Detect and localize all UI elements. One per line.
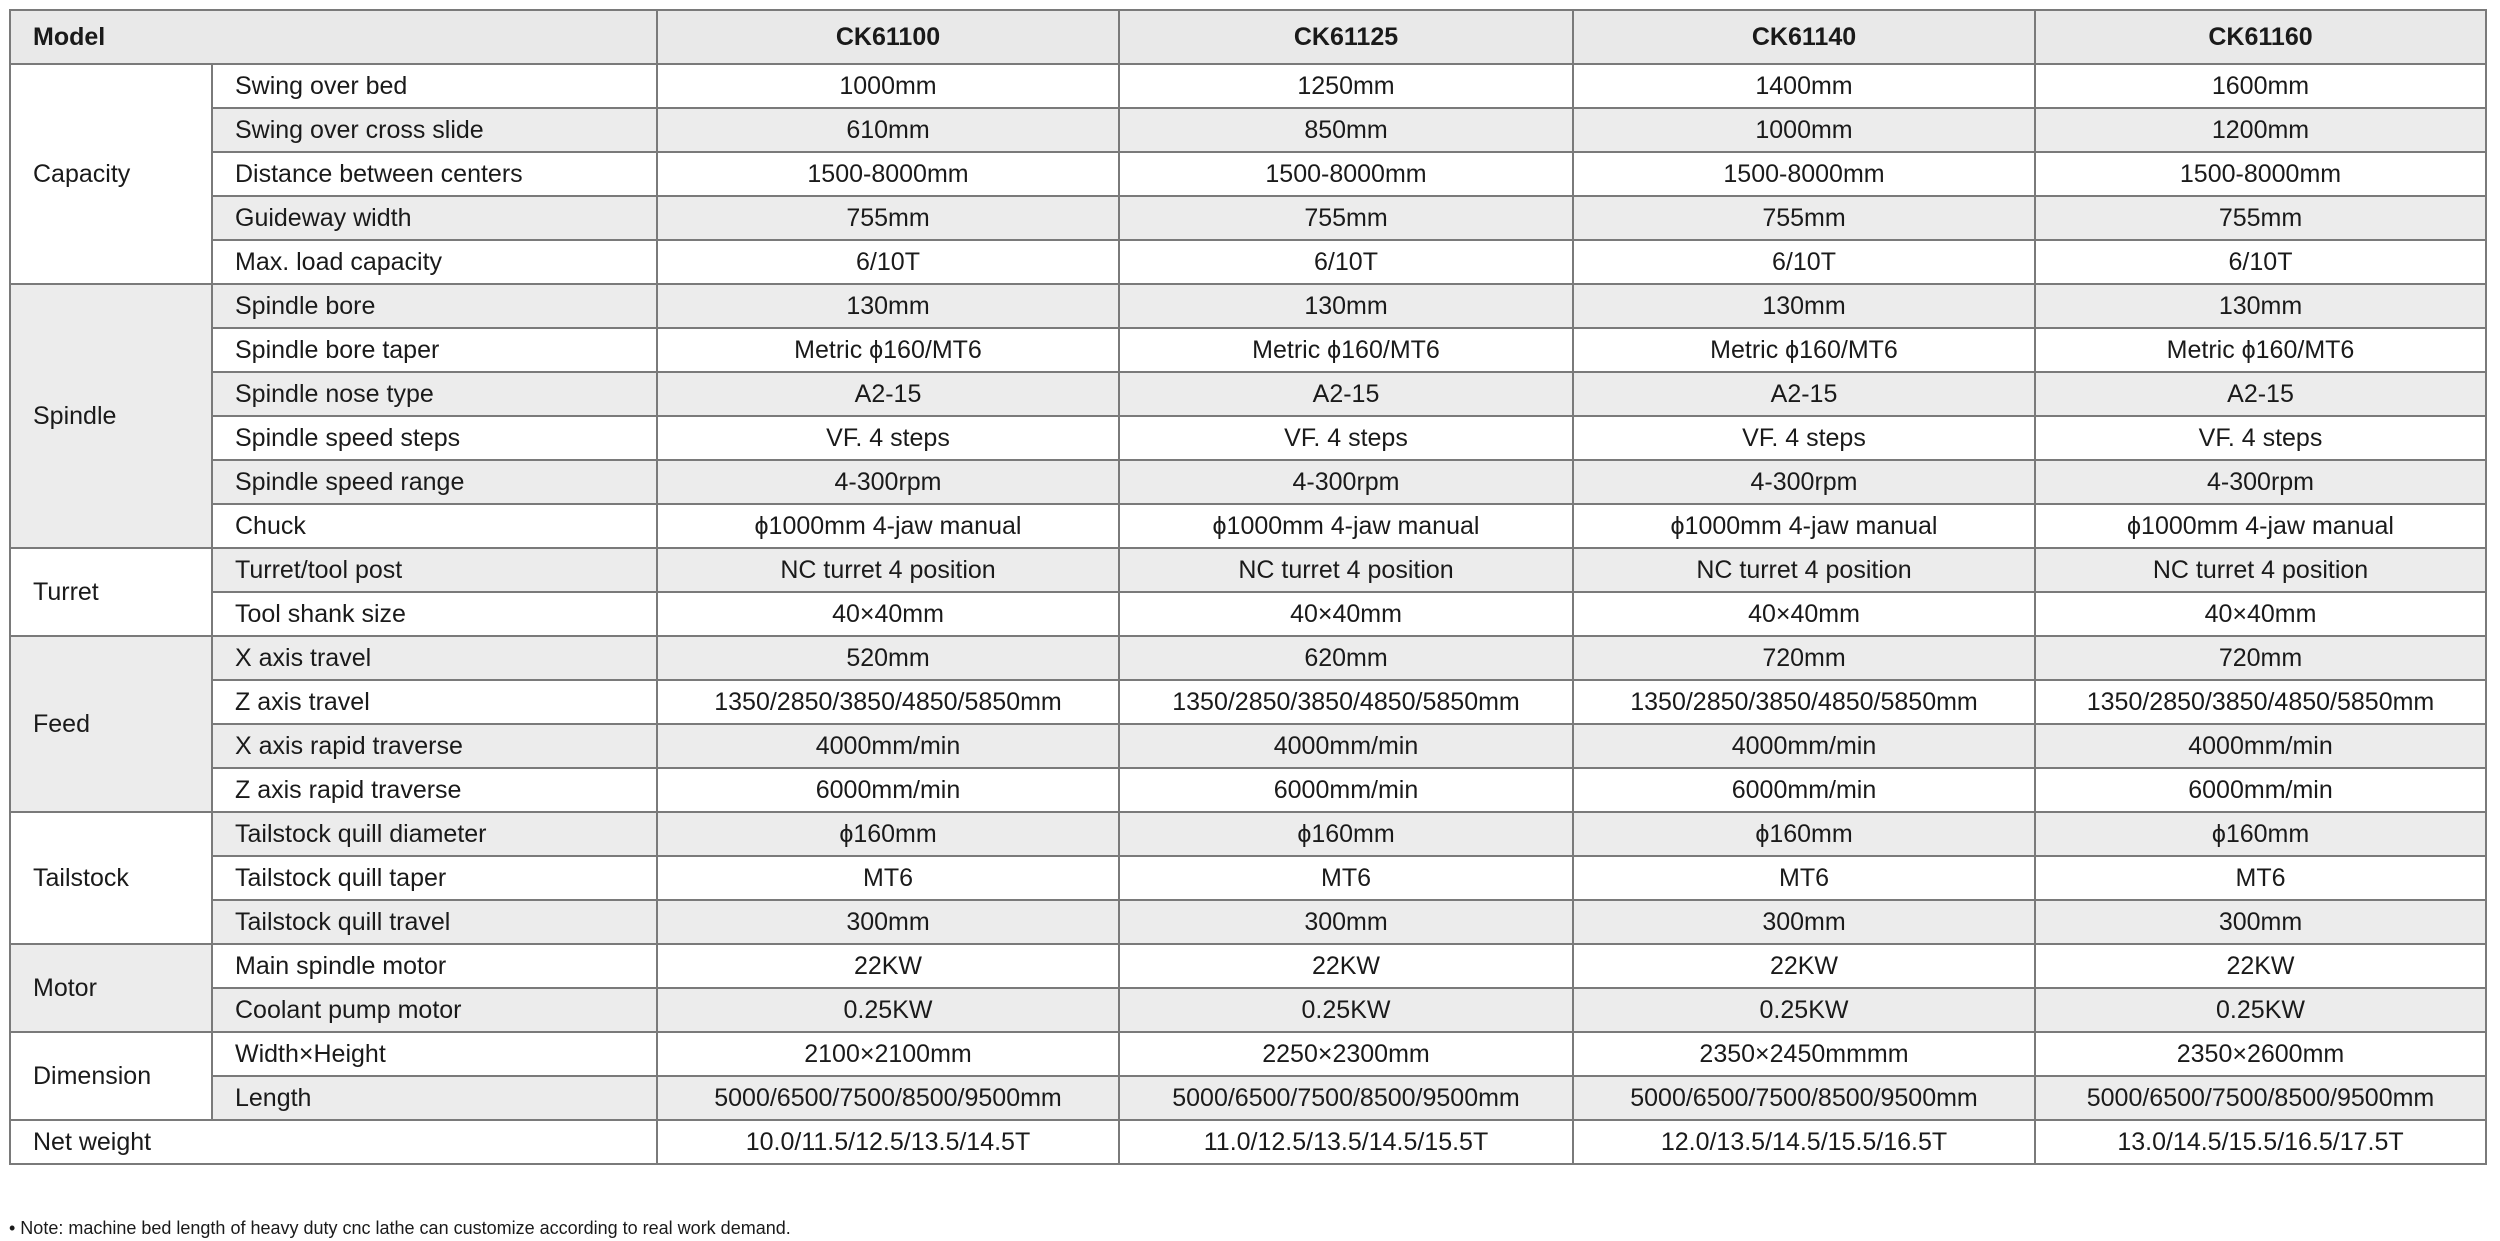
table-row — [10, 1032, 2486, 1076]
value-cell: 1350/2850/3850/4850/5850mm — [2035, 680, 2486, 724]
table-row — [10, 152, 2486, 196]
table-row — [10, 592, 2486, 636]
value-cell: NC turret 4 position — [1573, 548, 2035, 592]
value-cell: 1600mm — [2035, 64, 2486, 108]
value-cell: Metric ϕ160/MT6 — [1573, 328, 2035, 372]
value-cell: 4-300rpm — [657, 460, 1119, 504]
parameter-label: X axis rapid traverse — [212, 724, 657, 768]
value-cell: VF. 4 steps — [1573, 416, 2035, 460]
value-cell: 130mm — [2035, 284, 2486, 328]
value-cell: 850mm — [1119, 108, 1573, 152]
table-row — [10, 900, 2486, 944]
parameter-label: Spindle bore — [212, 284, 657, 328]
parameter-label: Tailstock quill diameter — [212, 812, 657, 856]
value-cell: A2-15 — [1573, 372, 2035, 416]
value-cell: 13.0/14.5/15.5/16.5/17.5T — [2035, 1120, 2486, 1164]
net-weight-label: Net weight — [10, 1120, 657, 1164]
value-cell: 2350×2450mmmm — [1573, 1032, 2035, 1076]
value-cell: NC turret 4 position — [657, 548, 1119, 592]
value-cell: 755mm — [657, 196, 1119, 240]
table-row — [10, 372, 2486, 416]
value-cell: ϕ160mm — [1573, 812, 2035, 856]
parameter-label: Spindle nose type — [212, 372, 657, 416]
table-row — [10, 416, 2486, 460]
value-cell: 1250mm — [1119, 64, 1573, 108]
spec-sheet — [9, 9, 2487, 1165]
table-row — [10, 856, 2486, 900]
value-cell: ϕ1000mm 4-jaw manual — [1119, 504, 1573, 548]
parameter-label: Max. load capacity — [212, 240, 657, 284]
model-header-cell: CK61100 — [657, 10, 1119, 64]
table-row — [10, 812, 2486, 856]
value-cell: 4000mm/min — [1119, 724, 1573, 768]
value-cell: 1200mm — [2035, 108, 2486, 152]
value-cell: Metric ϕ160/MT6 — [2035, 328, 2486, 372]
value-cell: 720mm — [2035, 636, 2486, 680]
value-cell: 1500-8000mm — [1573, 152, 2035, 196]
group-label: Dimension — [10, 1032, 212, 1120]
table-row — [10, 196, 2486, 240]
value-cell: 6/10T — [2035, 240, 2486, 284]
value-cell: A2-15 — [2035, 372, 2486, 416]
value-cell: 40×40mm — [2035, 592, 2486, 636]
value-cell: 300mm — [1573, 900, 2035, 944]
value-cell: 4000mm/min — [2035, 724, 2486, 768]
table-row — [10, 504, 2486, 548]
parameter-label: Chuck — [212, 504, 657, 548]
value-cell: 5000/6500/7500/8500/9500mm — [2035, 1076, 2486, 1120]
parameter-label: Tailstock quill taper — [212, 856, 657, 900]
value-cell: 40×40mm — [1119, 592, 1573, 636]
value-cell: 5000/6500/7500/8500/9500mm — [657, 1076, 1119, 1120]
value-cell: 11.0/12.5/13.5/14.5/15.5T — [1119, 1120, 1573, 1164]
value-cell: MT6 — [657, 856, 1119, 900]
value-cell: 130mm — [657, 284, 1119, 328]
value-cell: 4000mm/min — [1573, 724, 2035, 768]
table-row — [10, 64, 2486, 108]
value-cell: 720mm — [1573, 636, 2035, 680]
parameter-label: Turret/tool post — [212, 548, 657, 592]
value-cell: 610mm — [657, 108, 1119, 152]
table-row — [10, 768, 2486, 812]
value-cell: 6/10T — [1573, 240, 2035, 284]
value-cell: 2250×2300mm — [1119, 1032, 1573, 1076]
footnote: • Note: machine bed length of heavy duty cnc lathe can customize according to real work demand. — [9, 1218, 791, 1238]
table-row — [10, 240, 2486, 284]
table-row — [10, 284, 2486, 328]
table-row — [10, 636, 2486, 680]
value-cell: 1350/2850/3850/4850/5850mm — [657, 680, 1119, 724]
table-row — [10, 460, 2486, 504]
parameter-label: Length — [212, 1076, 657, 1120]
value-cell: 1500-8000mm — [657, 152, 1119, 196]
value-cell: 5000/6500/7500/8500/9500mm — [1119, 1076, 1573, 1120]
header-row — [10, 10, 2486, 64]
value-cell: 300mm — [657, 900, 1119, 944]
value-cell: 22KW — [1573, 944, 2035, 988]
model-header-cell: CK61125 — [1119, 10, 1573, 64]
value-cell: Metric ϕ160/MT6 — [1119, 328, 1573, 372]
value-cell: 4-300rpm — [2035, 460, 2486, 504]
parameter-label: Width×Height — [212, 1032, 657, 1076]
parameter-label: Guideway width — [212, 196, 657, 240]
net-weight-row — [10, 1120, 2486, 1164]
parameter-label: Distance between centers — [212, 152, 657, 196]
parameter-label: Spindle bore taper — [212, 328, 657, 372]
value-cell: 755mm — [1119, 196, 1573, 240]
parameter-label: Coolant pump motor — [212, 988, 657, 1032]
value-cell: 130mm — [1573, 284, 2035, 328]
value-cell: MT6 — [2035, 856, 2486, 900]
value-cell: 22KW — [657, 944, 1119, 988]
parameter-label: Swing over cross slide — [212, 108, 657, 152]
value-cell: 2100×2100mm — [657, 1032, 1119, 1076]
group-label: Capacity — [10, 64, 212, 284]
value-cell: 4-300rpm — [1573, 460, 2035, 504]
parameter-label: Tool shank size — [212, 592, 657, 636]
value-cell: 130mm — [1119, 284, 1573, 328]
group-label: Spindle — [10, 284, 212, 548]
value-cell: 300mm — [1119, 900, 1573, 944]
value-cell: 2350×2600mm — [2035, 1032, 2486, 1076]
table-row — [10, 680, 2486, 724]
model-header-cell: CK61140 — [1573, 10, 2035, 64]
value-cell: A2-15 — [657, 372, 1119, 416]
value-cell: 6/10T — [657, 240, 1119, 284]
value-cell: 10.0/11.5/12.5/13.5/14.5T — [657, 1120, 1119, 1164]
value-cell: 22KW — [2035, 944, 2486, 988]
value-cell: NC turret 4 position — [1119, 548, 1573, 592]
value-cell: 40×40mm — [1573, 592, 2035, 636]
value-cell: VF. 4 steps — [2035, 416, 2486, 460]
value-cell: 520mm — [657, 636, 1119, 680]
value-cell: 1500-8000mm — [1119, 152, 1573, 196]
parameter-label: Spindle speed range — [212, 460, 657, 504]
table-row — [10, 548, 2486, 592]
value-cell: 4000mm/min — [657, 724, 1119, 768]
spec-table-body — [10, 10, 2486, 1164]
group-label: Tailstock — [10, 812, 212, 944]
value-cell: MT6 — [1573, 856, 2035, 900]
group-label: Feed — [10, 636, 212, 812]
value-cell: 0.25KW — [1573, 988, 2035, 1032]
group-label: Turret — [10, 548, 212, 636]
value-cell: 12.0/13.5/14.5/15.5/16.5T — [1573, 1120, 2035, 1164]
value-cell: 0.25KW — [2035, 988, 2486, 1032]
value-cell: 1400mm — [1573, 64, 2035, 108]
spec-table — [9, 9, 2487, 1165]
table-row — [10, 944, 2486, 988]
value-cell: ϕ160mm — [2035, 812, 2486, 856]
parameter-label: X axis travel — [212, 636, 657, 680]
value-cell: 0.25KW — [657, 988, 1119, 1032]
value-cell: NC turret 4 position — [2035, 548, 2486, 592]
value-cell: Metric ϕ160/MT6 — [657, 328, 1119, 372]
value-cell: 6/10T — [1119, 240, 1573, 284]
value-cell: 300mm — [2035, 900, 2486, 944]
value-cell: ϕ1000mm 4-jaw manual — [2035, 504, 2486, 548]
table-row — [10, 1076, 2486, 1120]
model-header-label: Model — [10, 10, 657, 64]
group-label: Motor — [10, 944, 212, 1032]
value-cell: 5000/6500/7500/8500/9500mm — [1573, 1076, 2035, 1120]
value-cell: 755mm — [1573, 196, 2035, 240]
parameter-label: Tailstock quill travel — [212, 900, 657, 944]
value-cell: VF. 4 steps — [1119, 416, 1573, 460]
parameter-label: Spindle speed steps — [212, 416, 657, 460]
value-cell: ϕ160mm — [1119, 812, 1573, 856]
parameter-label: Swing over bed — [212, 64, 657, 108]
value-cell: A2-15 — [1119, 372, 1573, 416]
value-cell: 6000mm/min — [2035, 768, 2486, 812]
table-row — [10, 108, 2486, 152]
value-cell: 1350/2850/3850/4850/5850mm — [1119, 680, 1573, 724]
table-row — [10, 988, 2486, 1032]
value-cell: VF. 4 steps — [657, 416, 1119, 460]
parameter-label: Main spindle motor — [212, 944, 657, 988]
value-cell: 620mm — [1119, 636, 1573, 680]
value-cell: 1000mm — [1573, 108, 2035, 152]
value-cell: 6000mm/min — [657, 768, 1119, 812]
value-cell: 1000mm — [657, 64, 1119, 108]
value-cell: 1500-8000mm — [2035, 152, 2486, 196]
table-row — [10, 328, 2486, 372]
value-cell: 0.25KW — [1119, 988, 1573, 1032]
value-cell: 40×40mm — [657, 592, 1119, 636]
value-cell: 6000mm/min — [1119, 768, 1573, 812]
table-row — [10, 724, 2486, 768]
model-header-cell: CK61160 — [2035, 10, 2486, 64]
value-cell: 4-300rpm — [1119, 460, 1573, 504]
value-cell: 6000mm/min — [1573, 768, 2035, 812]
parameter-label: Z axis rapid traverse — [212, 768, 657, 812]
value-cell: MT6 — [1119, 856, 1573, 900]
value-cell: 22KW — [1119, 944, 1573, 988]
value-cell: ϕ160mm — [657, 812, 1119, 856]
value-cell: 755mm — [2035, 196, 2486, 240]
value-cell: ϕ1000mm 4-jaw manual — [1573, 504, 2035, 548]
value-cell: 1350/2850/3850/4850/5850mm — [1573, 680, 2035, 724]
value-cell: ϕ1000mm 4-jaw manual — [657, 504, 1119, 548]
parameter-label: Z axis travel — [212, 680, 657, 724]
